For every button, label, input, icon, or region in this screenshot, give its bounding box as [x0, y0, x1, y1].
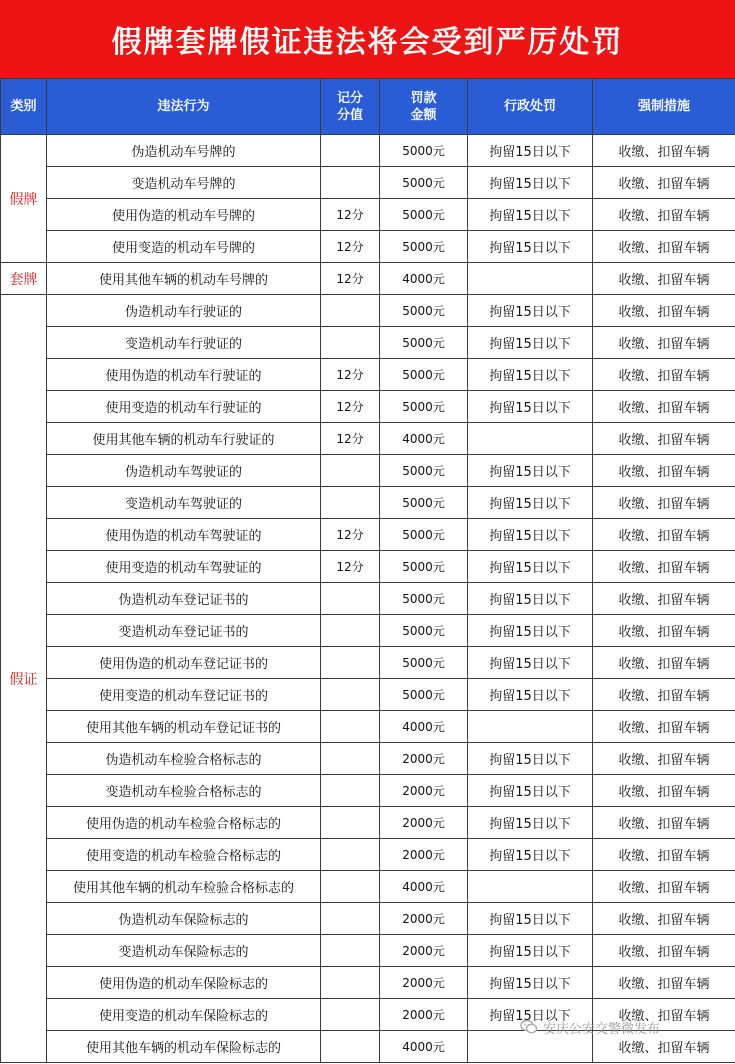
points-cell	[321, 167, 380, 199]
points-cell	[321, 711, 380, 743]
fine-cell: 5000元	[380, 327, 468, 359]
admin-cell	[468, 423, 593, 455]
category-fake-plate: 假牌	[1, 135, 47, 263]
admin-cell: 拘留15日以下	[468, 647, 593, 679]
table-row	[1, 487, 735, 519]
measure-cell: 收缴、扣留车辆	[593, 487, 735, 519]
points-cell	[321, 615, 380, 647]
violation-cell: 变造机动车保险标志的	[47, 935, 321, 967]
table-row	[1, 615, 735, 647]
admin-cell	[468, 711, 593, 743]
violation-cell: 使用伪造的机动车检验合格标志的	[47, 807, 321, 839]
points-cell	[321, 775, 380, 807]
admin-cell: 拘留15日以下	[468, 519, 593, 551]
fine-cell: 4000元	[380, 263, 468, 295]
fine-cell: 2000元	[380, 999, 468, 1031]
penalty-table	[0, 78, 735, 1063]
points-cell	[321, 487, 380, 519]
violation-cell: 伪造机动车行驶证的	[47, 295, 321, 327]
watermark-text: 安庆公安交警微发布	[543, 1021, 661, 1037]
measure-cell: 收缴、扣留车辆	[593, 231, 735, 263]
fine-cell: 4000元	[380, 423, 468, 455]
table-row	[1, 167, 735, 199]
fine-cell: 5000元	[380, 455, 468, 487]
table-row	[1, 519, 735, 551]
admin-cell: 拘留15日以下	[468, 135, 593, 167]
table-row	[1, 871, 735, 903]
admin-cell: 拘留15日以下	[468, 615, 593, 647]
measure-cell: 收缴、扣留车辆	[593, 743, 735, 775]
table-row	[1, 199, 735, 231]
category-fake-cert: 假证	[1, 295, 47, 1063]
table-row	[1, 711, 735, 743]
violation-cell: 变造机动车行驶证的	[47, 327, 321, 359]
admin-cell: 拘留15日以下	[468, 167, 593, 199]
points-cell	[321, 327, 380, 359]
points-cell: 12分	[321, 359, 380, 391]
admin-cell: 拘留15日以下	[468, 903, 593, 935]
measure-cell: 收缴、扣留车辆	[593, 839, 735, 871]
violation-cell: 使用变造的机动车登记证书的	[47, 679, 321, 711]
violation-cell: 变造机动车登记证书的	[47, 615, 321, 647]
header-fine	[380, 79, 468, 135]
admin-cell: 拘留15日以下	[468, 807, 593, 839]
measure-cell: 收缴、扣留车辆	[593, 519, 735, 551]
header-admin: 行政处罚	[468, 79, 593, 135]
points-cell: 12分	[321, 231, 380, 263]
violation-cell: 使用变造的机动车号牌的	[47, 231, 321, 263]
table-row	[1, 743, 735, 775]
points-cell	[321, 583, 380, 615]
violation-cell: 变造机动车检验合格标志的	[47, 775, 321, 807]
table-row	[1, 967, 735, 999]
measure-cell: 收缴、扣留车辆	[593, 455, 735, 487]
measure-cell: 收缴、扣留车辆	[593, 327, 735, 359]
admin-cell: 拘留15日以下	[468, 583, 593, 615]
admin-cell: 拘留15日以下	[468, 679, 593, 711]
fine-cell: 4000元	[380, 711, 468, 743]
header-fine-line1: 罚款	[410, 90, 437, 106]
header-points	[321, 79, 380, 135]
points-cell: 12分	[321, 391, 380, 423]
fine-cell: 5000元	[380, 519, 468, 551]
violation-cell: 使用变造的机动车检验合格标志的	[47, 839, 321, 871]
header-points-line1: 记分	[336, 90, 363, 106]
violation-cell: 伪造机动车驾驶证的	[47, 455, 321, 487]
points-cell	[321, 295, 380, 327]
page-title: 假牌套牌假证违法将会受到严厉处罚	[111, 25, 624, 60]
measure-cell: 收缴、扣留车辆	[593, 711, 735, 743]
points-cell	[321, 935, 380, 967]
measure-cell: 收缴、扣留车辆	[593, 775, 735, 807]
points-cell	[321, 647, 380, 679]
violation-cell: 使用伪造的机动车号牌的	[47, 199, 321, 231]
fine-cell: 5000元	[380, 359, 468, 391]
points-cell: 12分	[321, 423, 380, 455]
violation-cell: 使用伪造的机动车保险标志的	[47, 967, 321, 999]
violation-cell: 使用变造的机动车驾驶证的	[47, 551, 321, 583]
violation-cell: 使用伪造的机动车驾驶证的	[47, 519, 321, 551]
fine-cell: 2000元	[380, 743, 468, 775]
violation-cell: 使用其他车辆的机动车检验合格标志的	[47, 871, 321, 903]
table-row	[1, 647, 735, 679]
fine-cell: 5000元	[380, 583, 468, 615]
measure-cell: 收缴、扣留车辆	[593, 583, 735, 615]
violation-cell: 使用伪造的机动车行驶证的	[47, 359, 321, 391]
fine-cell: 2000元	[380, 903, 468, 935]
measure-cell: 收缴、扣留车辆	[593, 999, 735, 1031]
admin-cell: 拘留15日以下	[468, 199, 593, 231]
measure-cell: 收缴、扣留车辆	[593, 167, 735, 199]
measure-cell: 收缴、扣留车辆	[593, 871, 735, 903]
fine-cell: 2000元	[380, 775, 468, 807]
violation-cell: 使用其他车辆的机动车登记证书的	[47, 711, 321, 743]
measure-cell: 收缴、扣留车辆	[593, 935, 735, 967]
points-cell: 12分	[321, 551, 380, 583]
violation-cell: 伪造机动车保险标志的	[47, 903, 321, 935]
measure-cell: 收缴、扣留车辆	[593, 647, 735, 679]
fine-cell: 2000元	[380, 839, 468, 871]
header-category: 类别	[1, 79, 47, 135]
fine-cell: 2000元	[380, 935, 468, 967]
table-row	[1, 423, 735, 455]
admin-cell: 拘留15日以下	[468, 455, 593, 487]
measure-cell: 收缴、扣留车辆	[593, 679, 735, 711]
admin-cell: 拘留15日以下	[468, 295, 593, 327]
fine-cell: 2000元	[380, 967, 468, 999]
table-row	[1, 327, 735, 359]
measure-cell: 收缴、扣留车辆	[593, 359, 735, 391]
admin-cell: 拘留15日以下	[468, 327, 593, 359]
table-row	[1, 775, 735, 807]
fine-cell: 5000元	[380, 391, 468, 423]
measure-cell: 收缴、扣留车辆	[593, 199, 735, 231]
admin-cell: 拘留15日以下	[468, 935, 593, 967]
table-row	[1, 807, 735, 839]
measure-cell: 收缴、扣留车辆	[593, 903, 735, 935]
points-cell	[321, 743, 380, 775]
table-row	[1, 391, 735, 423]
fine-cell: 5000元	[380, 135, 468, 167]
fine-cell: 4000元	[380, 871, 468, 903]
table-header-row	[1, 79, 735, 135]
table-row	[1, 839, 735, 871]
points-cell	[321, 807, 380, 839]
measure-cell: 收缴、扣留车辆	[593, 1031, 735, 1063]
points-cell	[321, 999, 380, 1031]
violation-cell: 变造机动车号牌的	[47, 167, 321, 199]
fine-cell: 5000元	[380, 487, 468, 519]
table-row	[1, 935, 735, 967]
table-row	[1, 679, 735, 711]
admin-cell: 拘留15日以下	[468, 839, 593, 871]
header-measure: 强制措施	[593, 79, 735, 135]
table-row	[1, 551, 735, 583]
fine-cell: 5000元	[380, 199, 468, 231]
fine-cell: 5000元	[380, 615, 468, 647]
measure-cell: 收缴、扣留车辆	[593, 551, 735, 583]
points-cell	[321, 455, 380, 487]
admin-cell	[468, 871, 593, 903]
violation-cell: 变造机动车驾驶证的	[47, 487, 321, 519]
fine-cell: 4000元	[380, 1031, 468, 1063]
admin-cell: 拘留15日以下	[468, 359, 593, 391]
measure-cell: 收缴、扣留车辆	[593, 263, 735, 295]
admin-cell: 拘留15日以下	[468, 999, 593, 1031]
points-cell	[321, 839, 380, 871]
header-violation: 违法行为	[47, 79, 321, 135]
header-points-line2: 分值	[336, 107, 363, 123]
violation-cell: 使用伪造的机动车登记证书的	[47, 647, 321, 679]
table-row	[1, 135, 735, 167]
measure-cell: 收缴、扣留车辆	[593, 615, 735, 647]
points-cell	[321, 1031, 380, 1063]
fine-cell: 5000元	[380, 679, 468, 711]
violation-cell: 使用其他车辆的机动车号牌的	[47, 263, 321, 295]
points-cell: 12分	[321, 263, 380, 295]
points-cell: 12分	[321, 519, 380, 551]
points-cell	[321, 871, 380, 903]
admin-cell: 拘留15日以下	[468, 391, 593, 423]
table-body	[1, 135, 735, 1063]
admin-cell	[468, 263, 593, 295]
fine-cell: 5000元	[380, 551, 468, 583]
admin-cell: 拘留15日以下	[468, 775, 593, 807]
violation-cell: 使用变造的机动车保险标志的	[47, 999, 321, 1031]
table-row	[1, 583, 735, 615]
violation-cell: 伪造机动车号牌的	[47, 135, 321, 167]
table-row	[1, 263, 735, 295]
measure-cell: 收缴、扣留车辆	[593, 807, 735, 839]
table-row	[1, 455, 735, 487]
measure-cell: 收缴、扣留车辆	[593, 391, 735, 423]
violation-cell: 使用变造的机动车行驶证的	[47, 391, 321, 423]
violation-cell: 伪造机动车登记证书的	[47, 583, 321, 615]
points-cell: 12分	[321, 199, 380, 231]
header-fine-line2: 金额	[410, 107, 437, 123]
fine-cell: 5000元	[380, 231, 468, 263]
admin-cell: 拘留15日以下	[468, 231, 593, 263]
fine-cell: 5000元	[380, 167, 468, 199]
measure-cell: 收缴、扣留车辆	[593, 423, 735, 455]
table-row	[1, 359, 735, 391]
admin-cell: 拘留15日以下	[468, 487, 593, 519]
violation-cell: 伪造机动车检验合格标志的	[47, 743, 321, 775]
points-cell	[321, 679, 380, 711]
measure-cell: 收缴、扣留车辆	[593, 295, 735, 327]
measure-cell: 收缴、扣留车辆	[593, 135, 735, 167]
fine-cell: 2000元	[380, 807, 468, 839]
fine-cell: 5000元	[380, 295, 468, 327]
points-cell	[321, 967, 380, 999]
table-row	[1, 903, 735, 935]
admin-cell: 拘留15日以下	[468, 743, 593, 775]
wechat-icon	[520, 1019, 538, 1035]
table-row	[1, 231, 735, 263]
measure-cell: 收缴、扣留车辆	[593, 967, 735, 999]
watermark	[520, 1016, 660, 1038]
admin-cell: 拘留15日以下	[468, 967, 593, 999]
admin-cell: 拘留15日以下	[468, 551, 593, 583]
violation-cell: 使用其他车辆的机动车行驶证的	[47, 423, 321, 455]
table-row	[1, 295, 735, 327]
category-cloned-plate: 套牌	[1, 263, 47, 295]
points-cell	[321, 903, 380, 935]
title-bar	[0, 0, 735, 78]
fine-cell: 5000元	[380, 647, 468, 679]
violation-cell: 使用其他车辆的机动车保险标志的	[47, 1031, 321, 1063]
points-cell	[321, 135, 380, 167]
